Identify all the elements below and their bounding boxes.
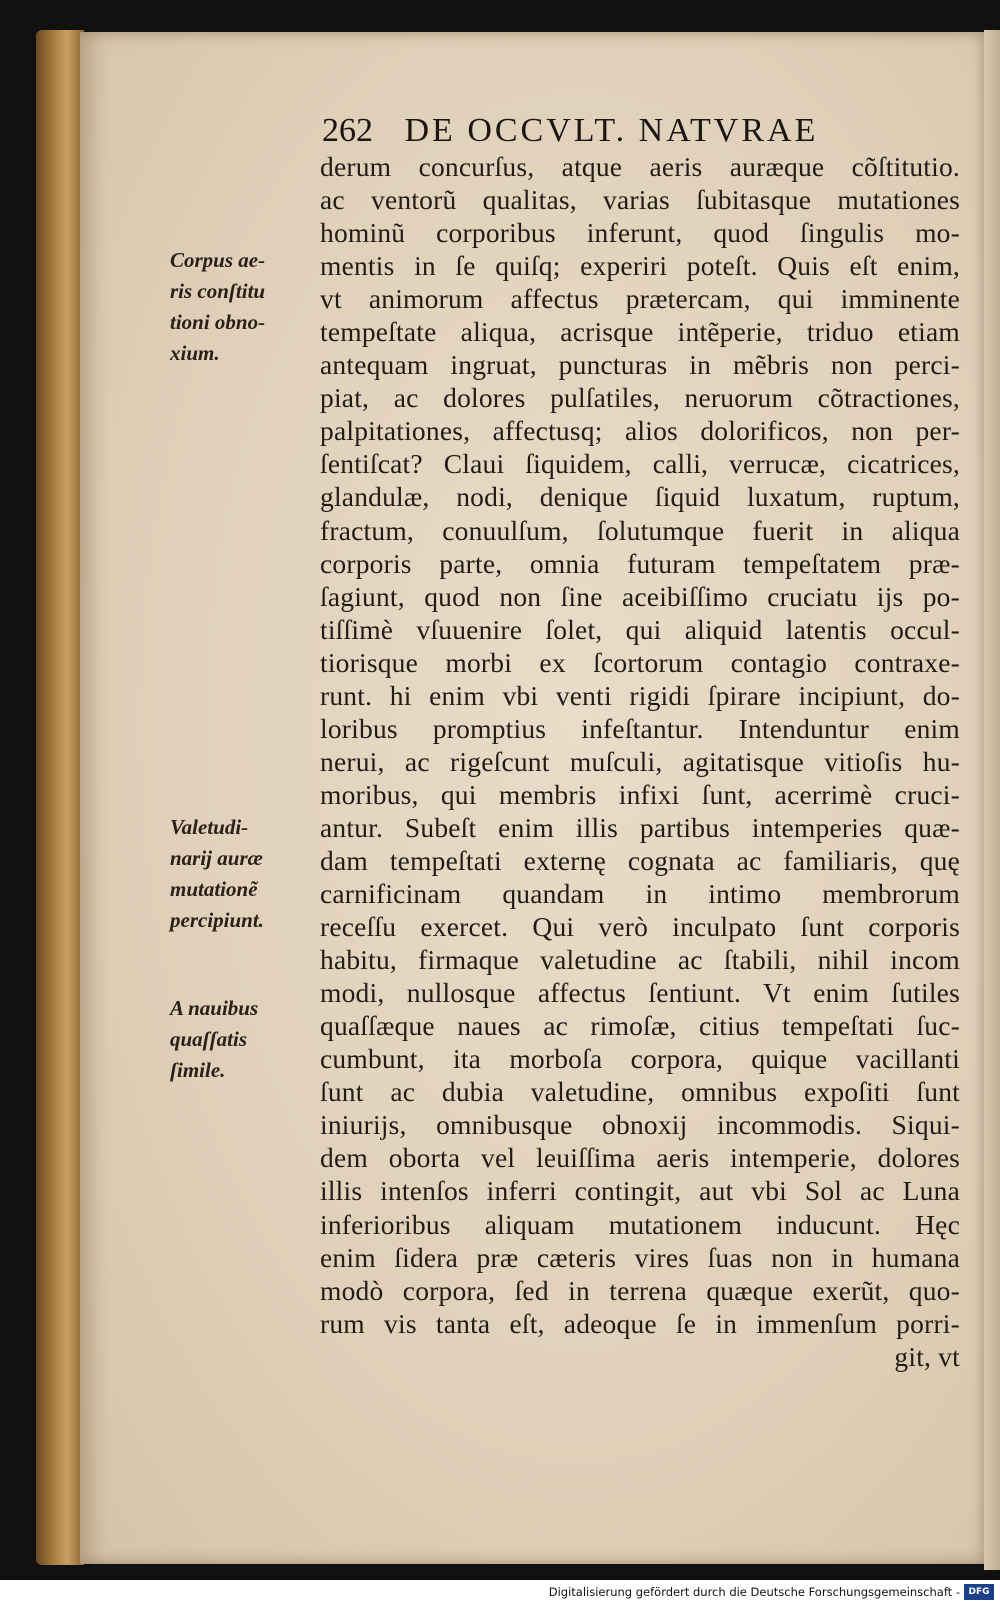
text-line: habitu, firmaque valetudine ac ſtabili, nihil incom bbox=[320, 944, 960, 976]
text-line: runt. hi enim vbi venti rigidi ſpirare incipiunt, do- bbox=[320, 679, 960, 711]
catchword-line bbox=[320, 1340, 960, 1373]
text-line: fractum, conuulſum, ſolutumque fuerit in aliqua bbox=[320, 514, 960, 546]
text-line: quaſſæque naues ac rimoſæ, citius tempeſtati ſuc- bbox=[320, 1010, 960, 1042]
marginal-note bbox=[170, 245, 320, 369]
page-edge bbox=[984, 30, 1000, 1570]
text-line: tempeſtate aliqua, acrisque intẽperie, triduo etiam bbox=[320, 316, 960, 348]
funding-credit: Digitalisierung gefördert durch die Deutsche Forschungsgemeinschaft - bbox=[548, 1585, 960, 1599]
marginal-note-line: mutationẽ bbox=[170, 877, 258, 901]
text-line: piat, ac dolores pulſatiles, neruorum cõtractiones, bbox=[320, 382, 960, 414]
text-line: enim ſidera præ cæteris vires ſuas non in humana bbox=[320, 1241, 960, 1273]
marginal-note bbox=[170, 993, 320, 1086]
text-line: palpitationes, affectusq; alios dolorificos, non per- bbox=[320, 415, 960, 447]
marginal-note-line: Corpus ae- bbox=[170, 248, 266, 272]
marginal-note-line: ſimile. bbox=[170, 1058, 226, 1082]
text-line: antequam ingruat, puncturas in mẽbris non perci- bbox=[320, 349, 960, 381]
text-line: tiſſimè vſuuenire ſolet, qui aliquid latentis occul- bbox=[320, 613, 960, 645]
marginal-note-line: xium. bbox=[170, 341, 220, 365]
text-line: iniurijs, omnibusque obnoxij incommodis. Siqui- bbox=[320, 1109, 960, 1141]
text-line: hominũ corporibus inferunt, quod ſingulis mo- bbox=[320, 217, 960, 249]
marginal-note-line: narij auræ bbox=[170, 846, 263, 870]
dfg-logo: DFG bbox=[964, 1584, 994, 1600]
marginal-note bbox=[170, 812, 320, 936]
catchword: git, vt bbox=[894, 1340, 960, 1372]
text-line: derum concurſus, atque aeris auræque cõſtitutio. bbox=[320, 151, 960, 182]
text-line: glandulæ, nodi, denique ſiquid luxatum, ruptum, bbox=[320, 481, 960, 513]
marginal-note-line: tioni obno- bbox=[170, 310, 266, 334]
marginal-note-line: Valetudi- bbox=[170, 815, 249, 839]
text-line: ſagiunt, quod non ſine aceibiſſimo cruciatu ijs po- bbox=[320, 580, 960, 612]
text-line: rum vis tanta eſt, adeoque ſe in immenſum porri- bbox=[320, 1307, 960, 1339]
marginal-note-line: ris conſtitu bbox=[170, 279, 266, 303]
text-line: vt animorum affectus prætercam, qui imminente bbox=[320, 283, 960, 315]
text-line: dam tempeſtati externę cognata ac familiaris, quę bbox=[320, 844, 960, 876]
text-line: antur. Subeſt enim illis partibus intemperies quæ- bbox=[320, 811, 960, 843]
text-line: carnificinam quandam in intimo membrorum bbox=[320, 878, 960, 910]
body-text bbox=[320, 150, 960, 1373]
text-line: ac ventorũ qualitas, varias ſubitasque mutationes bbox=[320, 184, 960, 216]
text-line: mentis in ſe quiſq; experiri poteſt. Quis eſt enim, bbox=[320, 250, 960, 282]
running-header bbox=[322, 112, 882, 152]
text-line: nerui, ac rigeſcunt muſculi, agitatisque vitioſis hu- bbox=[320, 745, 960, 777]
text-line: illis intenſos inferri contingit, aut vbi Sol ac Luna bbox=[320, 1175, 960, 1207]
marginal-note-line: percipiunt. bbox=[170, 908, 264, 932]
book-spine bbox=[36, 30, 84, 1565]
running-title: DE OCCVLT. NATVRAE bbox=[404, 112, 819, 149]
text-line: receſſu exercet. Qui verò inculpato ſunt corporis bbox=[320, 911, 960, 943]
text-line: ſentiſcat? Claui ſiquidem, calli, verrucæ, cicatrices, bbox=[320, 448, 960, 480]
text-line: modi, nullosque affectus ſentiunt. Vt enim ſutiles bbox=[320, 977, 960, 1009]
text-line: moribus, qui membris infixi ſunt, acerrimè cruci- bbox=[320, 778, 960, 810]
page-number: 262 bbox=[322, 112, 373, 149]
text-line: dem oborta vel leuiſſima aeris intemperie, dolores bbox=[320, 1142, 960, 1174]
marginal-note-line: A nauibus bbox=[170, 996, 259, 1020]
text-line: loribus promptius infeſtantur. Intenduntur enim bbox=[320, 712, 960, 744]
marginal-note-line: quaſſatis bbox=[170, 1027, 248, 1051]
text-line: inferioribus aliquam mutationem inducunt. Hęc bbox=[320, 1208, 960, 1240]
text-line: corporis parte, omnia futuram tempeſtatem præ- bbox=[320, 547, 960, 579]
text-line: modò corpora, ſed in terrena quæque exerũt, quo- bbox=[320, 1274, 960, 1306]
text-line: ſunt ac dubia valetudine, omnibus expoſiti ſunt bbox=[320, 1076, 960, 1108]
text-line: cumbunt, ita morboſa corpora, quique vacillanti bbox=[320, 1043, 960, 1075]
footer-bar bbox=[0, 1580, 1000, 1607]
text-line: tiorisque morbi ex ſcortorum contagio contraxe- bbox=[320, 646, 960, 678]
